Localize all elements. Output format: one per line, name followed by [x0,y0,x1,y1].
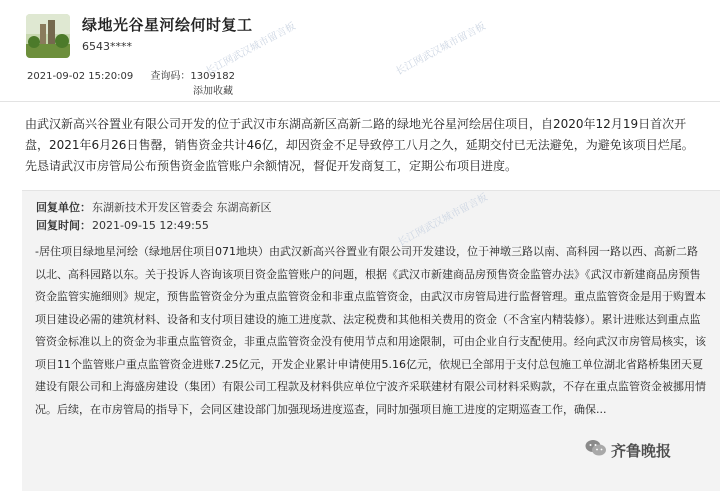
question-text: 由武汉新高兴谷置业有限公司开发的位于武汉市东湖高新区高新二路的绿地光谷星河绘居住项目，自2020年12月19日首次开盘，2021年6月26日售罄，销售资金共计46亿，却因资金不足导致停工八月之久，延期交付已无法避免，为避免该项目烂尾。先恳请武汉市房管局公布预售资金监管账户余额情况，督促开发商复工，定期公布项目进度。 [25,117,694,173]
reply-header [36,199,272,235]
post-date: 2021-09-02 15:20:09 [27,71,134,82]
reply-time-value: 2021-09-15 12:49:55 [92,219,209,232]
post-header [0,0,720,98]
post-query-code: 查询码：1309182 [150,71,235,82]
add-favorite-button[interactable]: 添加收藏 [193,86,233,97]
publisher-logo [585,438,671,462]
reply-unit-row [36,199,272,217]
post-thumbnail [26,14,70,58]
reply-unit-value: 东湖新技术开发区管委会 东湖高新区 [92,201,272,214]
watermark: 长江网武汉城市留言板 [394,20,488,78]
divider [0,101,720,102]
reply-unit-label: 回复单位： [36,201,91,214]
wechat-icon [585,439,607,461]
reply-body: -居住项目绿地星河绘（绿地居住项目071地块）由武汉新高兴谷置业有限公司开发建设，位于神墩三路以南、高科园一路以西、高新二路以北、高科园路以东。关于投诉人咨询该项目资金监管账户的问题，根据《武汉市新建商品房预售资金监管办法》《武汉市新建商品房预售资金监管实施细则》规定，预售监管资金分为重点监管资金和非重点监管资金，由武汉市房管局进行监督管理。重点监管资金是用于购置本项目建设必需的建筑材料、设备和支付项目建设的施工进度款、法定税费和其他相关费用的资金（不含室内精装修）。累计进账达到重点监管资金标准以上的资金为非重点监管资金，非重点监管资金没有使用节点和用途限制，可由企业自行支配使用。经向武汉市房管局核实，该项目11个监管账户重点监管资金进账7.25亿元，开发企业累计申请使用5.16亿元，依规已全部用于支付总包施工单位湖北省路桥集团天夏建设有限公司和上海盛房建设（集团）有限公司工程款及材料供应单位宁波齐采联建材有限公司材料采购款，不存在重点监管资金被挪用情况。后续，在市房管局的指导下，会同区建设部门加强现场进度巡查，同时加强项目施工进度的定期巡查工作，确保... [35,245,706,416]
watermark: 长江网武汉城市留言板 [204,20,298,78]
watermark: 长江网武汉城市留言板 [396,191,490,249]
post-user: 6543**** [82,40,132,53]
publisher-name: 齐鲁晚报 [611,441,672,460]
post-title: 绿地光谷星河绘何时复工 [82,16,253,34]
reply-time-label: 回复时间： [36,219,91,232]
reply-time-row [36,217,272,235]
